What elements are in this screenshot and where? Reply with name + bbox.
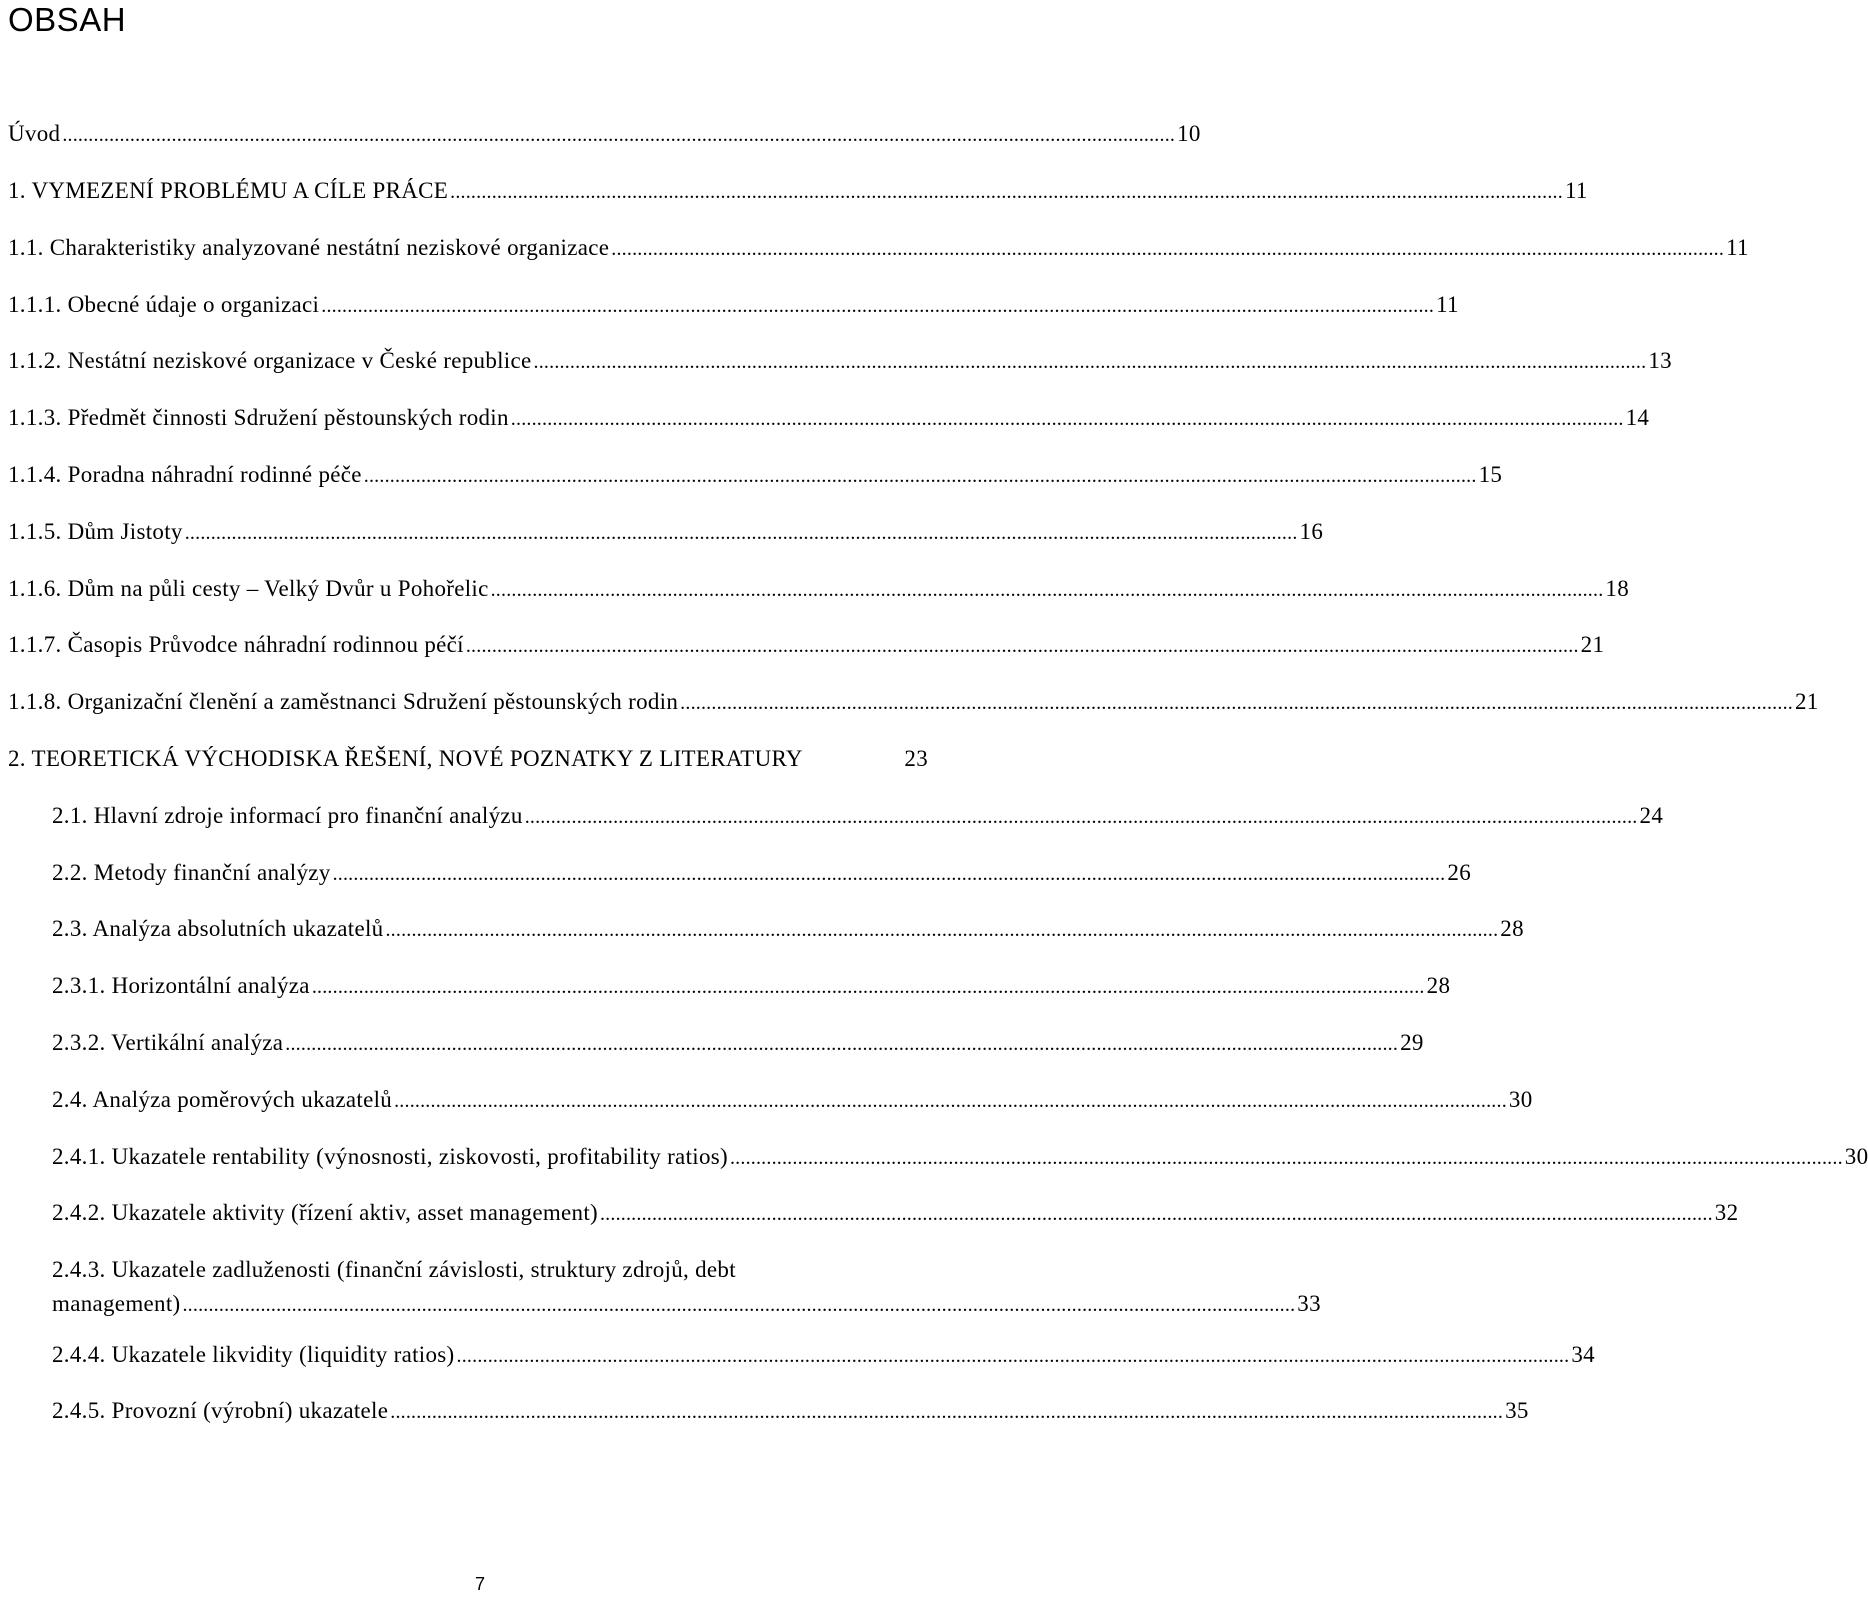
toc-entry-page: 21 [1794, 689, 1819, 714]
toc-entry-page: 13 [1648, 348, 1672, 373]
toc-entry-2-4-4[interactable] [0, 1340, 1595, 1370]
toc-entry-uvod[interactable] [0, 119, 1201, 149]
toc-entry-2-3[interactable] [0, 914, 1524, 944]
leader-dots: ...................................................................................................................................................................................................................... [450, 181, 1563, 203]
toc-entry-2-4-3[interactable] [0, 1255, 1321, 1316]
toc-entry-text: 2. TEORETICKÁ VÝCHODISKA ŘEŠENÍ, NOVÉ POZNATKY Z LITERATURY [8, 746, 803, 771]
toc-entry-page: 18 [1605, 576, 1630, 601]
toc-entry-page: 35 [1505, 1398, 1529, 1423]
toc-entry-text: Úvod [8, 121, 61, 146]
leader-dots: ...................................................................................................................................................................................................................... [611, 238, 1725, 260]
leader-dots: ...................................................................................................................................................................................................................... [62, 124, 1176, 146]
toc-entry-text: 2.4.2. Ukazatele aktivity (řízení aktiv, asset management) [52, 1200, 598, 1225]
toc-entry-page: 11 [1564, 178, 1588, 203]
toc-entry-text: 1.1.5. Dům Jistoty [8, 519, 183, 544]
toc-entry-text: management) [52, 1291, 181, 1316]
toc-entry-chapter-1[interactable] [0, 176, 1588, 206]
toc-entry-text: 1.1.3. Předmět činnosti Sdružení pěstounských rodin [8, 405, 509, 430]
leader-dots: ...................................................................................................................................................................................................................... [524, 806, 1638, 828]
toc-entry-1-1-8[interactable] [0, 687, 1819, 717]
toc-entry-page: 11 [1726, 235, 1749, 260]
toc-entry-page: 15 [1478, 462, 1503, 487]
leader-dots: ...................................................................................................................................................................................................................... [490, 579, 1604, 601]
toc-entry-2-4[interactable] [0, 1085, 1533, 1115]
leader-dots: ...................................................................................................................................................................................................................... [182, 1294, 1296, 1316]
toc-entry-text: 1.1.7. Časopis Průvodce náhradní rodinnou péčí [8, 632, 464, 657]
leader-dots: ...................................................................................................................................................................................................................... [456, 1345, 1570, 1367]
toc-entry-page: 11 [1436, 292, 1459, 317]
toc-entry-text-line1: 2.4.3. Ukazatele zadluženosti (finanční závislosti, struktury zdrojů, debt [52, 1257, 736, 1282]
toc-entry-page: 14 [1625, 405, 1650, 430]
toc-entry-page: 29 [1400, 1030, 1424, 1055]
toc-entry-1-1-5[interactable] [0, 517, 1324, 547]
leader-dots: ...................................................................................................................................................................................................................... [533, 351, 1647, 373]
toc-entry-1-1-7[interactable] [0, 630, 1605, 660]
toc-entry-page: 24 [1639, 803, 1664, 828]
toc-entry-page: 28 [1500, 916, 1524, 941]
toc-entry-2-3-1[interactable] [0, 971, 1451, 1001]
toc-entry-2-1[interactable] [0, 801, 1664, 831]
toc-entry-1-1-6[interactable] [0, 574, 1630, 604]
toc-entry-chapter-2[interactable] [0, 744, 960, 774]
leader-dots: ...................................................................................................................................................................................................................... [390, 1401, 1504, 1423]
toc-entry-page: 23 [904, 746, 928, 771]
toc-entry-text: 2.3.2. Vertikální analýza [52, 1030, 284, 1055]
toc-entry-1-1-2[interactable] [0, 346, 1672, 376]
toc-entry-text: 2.1. Hlavní zdroje informací pro finanční analýzu [52, 803, 523, 828]
toc-entry-2-4-5[interactable] [0, 1396, 1529, 1426]
toc-entry-1-1-4[interactable] [0, 460, 1503, 490]
toc-entry-page: 30 [1508, 1087, 1533, 1112]
leader-dots: ...................................................................................................................................................................................................................... [332, 863, 1446, 885]
toc-entry-2-4-1[interactable] [0, 1142, 1868, 1172]
leader-dots: ...................................................................................................................................................................................................................... [184, 522, 1298, 544]
toc-entry-text: 1.1.1. Obecné údaje o organizaci [8, 292, 320, 317]
leader-dots: ...................................................................................................................................................................................................................... [510, 408, 1624, 430]
toc-entry-text: 2.4. Analýza poměrových ukazatelů [52, 1087, 393, 1112]
leader-dots: ...................................................................................................................................................................................................................... [385, 919, 1499, 941]
toc-entry-text: 1.1.2. Nestátní neziskové organizace v České republice [8, 348, 532, 373]
toc-entry-text: 2.4.5. Provozní (výrobní) ukazatele [52, 1398, 389, 1423]
toc-entry-page: 16 [1299, 519, 1324, 544]
toc-entry-page: 32 [1714, 1200, 1739, 1225]
toc-entry-2-3-2[interactable] [0, 1028, 1424, 1058]
leader-dots: ...................................................................................................................................................................................................................... [363, 465, 1477, 487]
leader-dots: ...................................................................................................................................................................................................................... [729, 1147, 1843, 1169]
toc-entry-1-1-3[interactable] [0, 403, 1650, 433]
toc-entry-2-2[interactable] [0, 858, 1471, 888]
toc-entry-page: 26 [1447, 860, 1471, 885]
toc-entry-page: 34 [1571, 1342, 1595, 1367]
page-number: 7 [474, 1574, 485, 1594]
toc-entry-text: 2.2. Metody finanční analýzy [52, 860, 331, 885]
toc-entry-page: 28 [1426, 973, 1451, 998]
toc-entry-page: 10 [1177, 121, 1201, 146]
toc-entry-text: 2.4.4. Ukazatele likvidity (liquidity ratios) [52, 1342, 455, 1367]
toc-entry-2-4-2[interactable] [0, 1198, 1739, 1228]
leader-dots: ...................................................................................................................................................................................................................... [394, 1090, 1507, 1112]
toc-entry-page: 33 [1297, 1291, 1321, 1316]
page-title: OBSAH [8, 1, 127, 38]
toc-entry-text: 1.1. Charakteristiky analyzované nestátní neziskové organizace [8, 235, 610, 260]
toc-entry-text: 2.3. Analýza absolutních ukazatelů [52, 916, 384, 941]
toc-entry-text: 1.1.4. Poradna náhradní rodinné péče [8, 462, 362, 487]
leader-dots: ...................................................................................................................................................................................................................... [321, 295, 1435, 317]
toc-entry-text: 1.1.8. Organizační členění a zaměstnanci Sdružení pěstounských rodin [8, 689, 679, 714]
toc-entry-text: 1. VYMEZENÍ PROBLÉMU A CÍLE PRÁCE [8, 178, 449, 203]
toc-entry-text: 2.3.1. Horizontální analýza [52, 973, 310, 998]
toc-entry-1-1-1[interactable] [0, 290, 1459, 320]
leader-dots: ...................................................................................................................................................................................................................... [465, 635, 1579, 657]
leader-dots: ...................................................................................................................................................................................................................... [680, 692, 1793, 714]
leader-dots: ...................................................................................................................................................................................................................... [311, 976, 1425, 998]
toc-entry-page: 30 [1844, 1144, 1868, 1169]
leader-dots: ...................................................................................................................................................................................................................... [599, 1203, 1713, 1225]
toc-entry-page: 21 [1580, 632, 1605, 657]
toc-entry-text: 1.1.6. Dům na půli cesty – Velký Dvůr u Pohořelic [8, 576, 489, 601]
toc-entry-text: 2.4.1. Ukazatele rentability (výnosnosti, ziskovosti, profitability ratios) [52, 1144, 728, 1169]
leader-dots: ...................................................................................................................................................................................................................... [285, 1033, 1399, 1055]
toc-entry-1-1[interactable] [0, 233, 1749, 263]
